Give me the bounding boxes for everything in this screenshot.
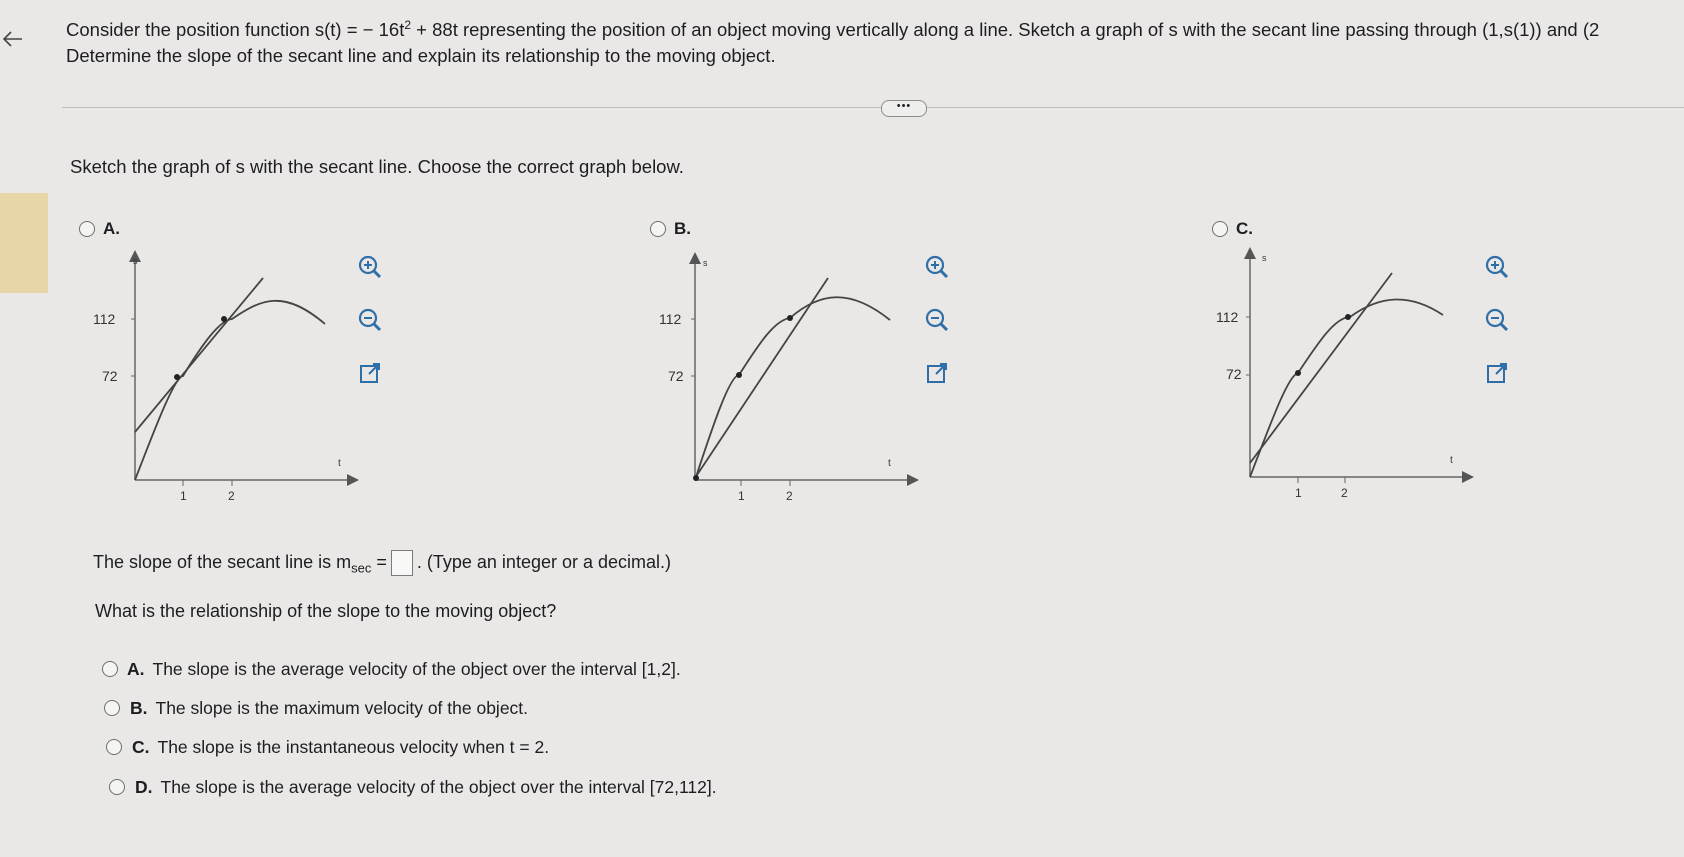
open-new-window-icon[interactable] [1482, 358, 1512, 388]
zoom-out-icon[interactable] [355, 305, 385, 335]
zoom-in-icon[interactable] [922, 252, 952, 282]
graph-a [85, 248, 385, 508]
choice-a[interactable]: A. The slope is the average velocity of the object over the interval [1,2]. [127, 659, 681, 679]
question-text: Consider the position function s(t) = − $16t^2 + 88t$ representing the position of an object moving vertically along a line. Sketch a graph of s with the secant line passing through (1,s(1)) and (2 Determine the slope of the secant line and explain its relationship to the moving object. [66, 18, 1600, 67]
choice-c[interactable]: C. The slope is the instantaneous velocity when t = 2. [132, 737, 550, 757]
graph-c [1200, 245, 1500, 505]
y-tick-72: 72 [102, 368, 118, 384]
relationship-question: What is the relationship of the slope to the moving object? [95, 601, 557, 621]
choice-a-radio[interactable] [102, 661, 118, 677]
choice-d-radio[interactable] [109, 779, 125, 795]
graph-prompt: Sketch the graph of s with the secant line. Choose the correct graph below. [70, 156, 684, 177]
point-2 [1345, 314, 1351, 320]
divider [62, 107, 1684, 108]
x-axis-label: t [338, 458, 341, 469]
y-tick-72: 72 [1226, 366, 1242, 382]
option-c-radio[interactable] [1212, 221, 1228, 237]
position-curve [135, 301, 325, 480]
option-a-radio[interactable] [79, 221, 95, 237]
zoom-out-icon[interactable] [1482, 305, 1512, 335]
position-curve [1250, 299, 1443, 477]
x-tick-2: 2 [1341, 486, 1348, 500]
point-2 [787, 315, 793, 321]
point-1 [736, 372, 742, 378]
slope-question: The slope of the secant line is $m_{sec}$ = . (Type an integer or a decimal.) [93, 551, 672, 576]
open-new-window-icon[interactable] [355, 358, 385, 388]
x-tick-1: 1 [1295, 486, 1302, 500]
x-tick-1: 1 [738, 489, 745, 503]
x-tick-2: 2 [786, 489, 793, 503]
choice-c-radio[interactable] [106, 739, 122, 755]
y-axis-label: s [1262, 253, 1267, 263]
y-tick-112: 112 [1216, 309, 1239, 325]
x-tick-2: 2 [228, 489, 235, 503]
point-2 [221, 316, 227, 322]
zoom-in-icon[interactable] [355, 252, 385, 282]
point-0 [693, 475, 699, 481]
point-1 [174, 374, 180, 380]
secant-line [695, 278, 828, 478]
option-b-radio[interactable] [650, 221, 666, 237]
x-tick-1: 1 [180, 489, 187, 503]
secant-line [135, 278, 263, 432]
option-b-label: B. [674, 219, 691, 238]
choice-d[interactable]: D. The slope is the average velocity of the object over the interval [72,112]. [135, 777, 717, 797]
open-new-window-icon[interactable] [922, 358, 952, 388]
choice-b-radio[interactable] [104, 700, 120, 716]
expand-more-button[interactable]: ••• [881, 100, 927, 117]
y-axis-label: s [133, 256, 138, 266]
option-a-label: A. [103, 219, 120, 238]
x-axis-label: t [1450, 455, 1453, 466]
point-1 [1295, 370, 1301, 376]
back-arrow-icon[interactable] [0, 26, 26, 52]
side-tab[interactable] [0, 193, 48, 293]
graph-b [645, 250, 945, 510]
y-axis-label: s [703, 258, 708, 268]
option-c-label: C. [1236, 219, 1253, 238]
zoom-out-icon[interactable] [922, 305, 952, 335]
x-axis-label: t [888, 458, 891, 469]
y-tick-72: 72 [668, 368, 684, 384]
zoom-in-icon[interactable] [1482, 252, 1512, 282]
y-tick-112: 112 [659, 311, 682, 327]
y-tick-112: 112 [93, 311, 116, 327]
slope-answer-input[interactable] [391, 550, 413, 576]
position-curve [695, 297, 890, 480]
choice-b[interactable]: B. The slope is the maximum velocity of the object. [130, 698, 529, 718]
secant-line [1250, 273, 1392, 463]
